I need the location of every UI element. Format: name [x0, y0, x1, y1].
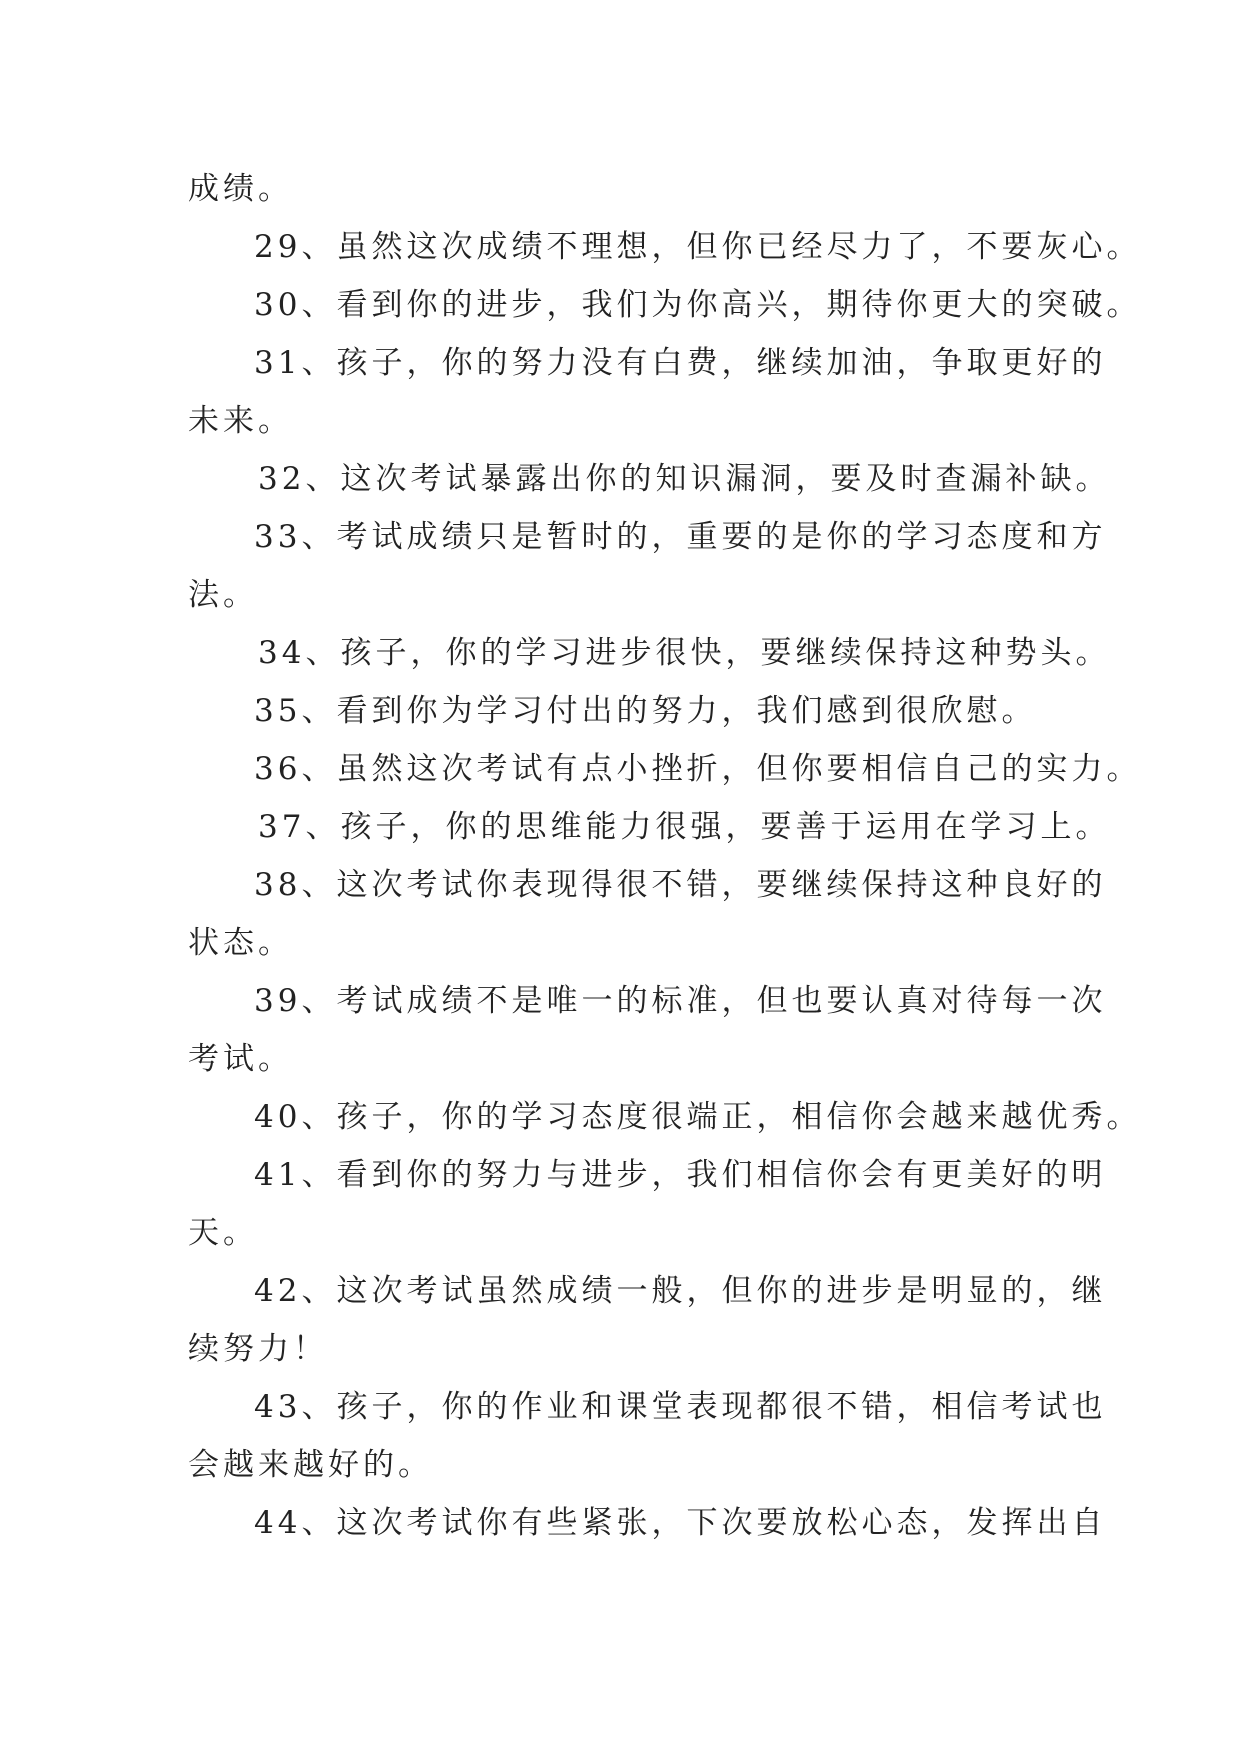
- text-line: 30、看到你的进步，我们为你高兴，期待你更大的突破。: [254, 287, 1142, 323]
- text-line: 会越来越好的。: [188, 1447, 433, 1483]
- text-line: 29、虽然这次成绩不理想，但你已经尽力了，不要灰心。: [254, 229, 1142, 265]
- text-line: 31、孩子，你的努力没有白费，继续加油，争取更好的: [254, 345, 1107, 381]
- text-line: 33、考试成绩只是暂时的，重要的是你的学习态度和方: [254, 519, 1107, 555]
- text-line: 39、考试成绩不是唯一的标准，但也要认真对待每一次: [254, 983, 1107, 1019]
- text-line: 35、看到你为学习付出的努力，我们感到很欣慰。: [254, 693, 1037, 729]
- text-line: 天。: [188, 1215, 258, 1251]
- document-body: [188, 160, 1142, 1552]
- text-line: 38、这次考试你表现得很不错，要继续保持这种良好的: [254, 867, 1107, 903]
- text-line: 44、这次考试你有些紧张，下次要放松心态，发挥出自: [254, 1505, 1107, 1541]
- text-line: 考试。: [188, 1041, 293, 1077]
- text-line: 37、孩子，你的思维能力很强，要善于运用在学习上。: [258, 809, 1111, 845]
- text-line: 成绩。: [188, 171, 293, 207]
- text-line: 34、孩子，你的学习进步很快，要继续保持这种势头。: [258, 635, 1111, 671]
- text-line: 未来。: [188, 403, 293, 439]
- text-line: 43、孩子，你的作业和课堂表现都很不错，相信考试也: [254, 1389, 1107, 1425]
- text-line: 40、孩子，你的学习态度很端正，相信你会越来越优秀。: [254, 1099, 1142, 1135]
- text-line: 续努力！: [188, 1331, 328, 1367]
- text-line: 32、这次考试暴露出你的知识漏洞，要及时查漏补缺。: [258, 461, 1111, 497]
- text-line: 状态。: [188, 925, 293, 961]
- text-line: 36、虽然这次考试有点小挫折，但你要相信自己的实力。: [254, 751, 1142, 787]
- text-line: 41、看到你的努力与进步，我们相信你会有更美好的明: [254, 1157, 1107, 1193]
- text-line: 42、这次考试虽然成绩一般，但你的进步是明显的，继: [254, 1273, 1107, 1309]
- text-line: 法。: [188, 577, 258, 613]
